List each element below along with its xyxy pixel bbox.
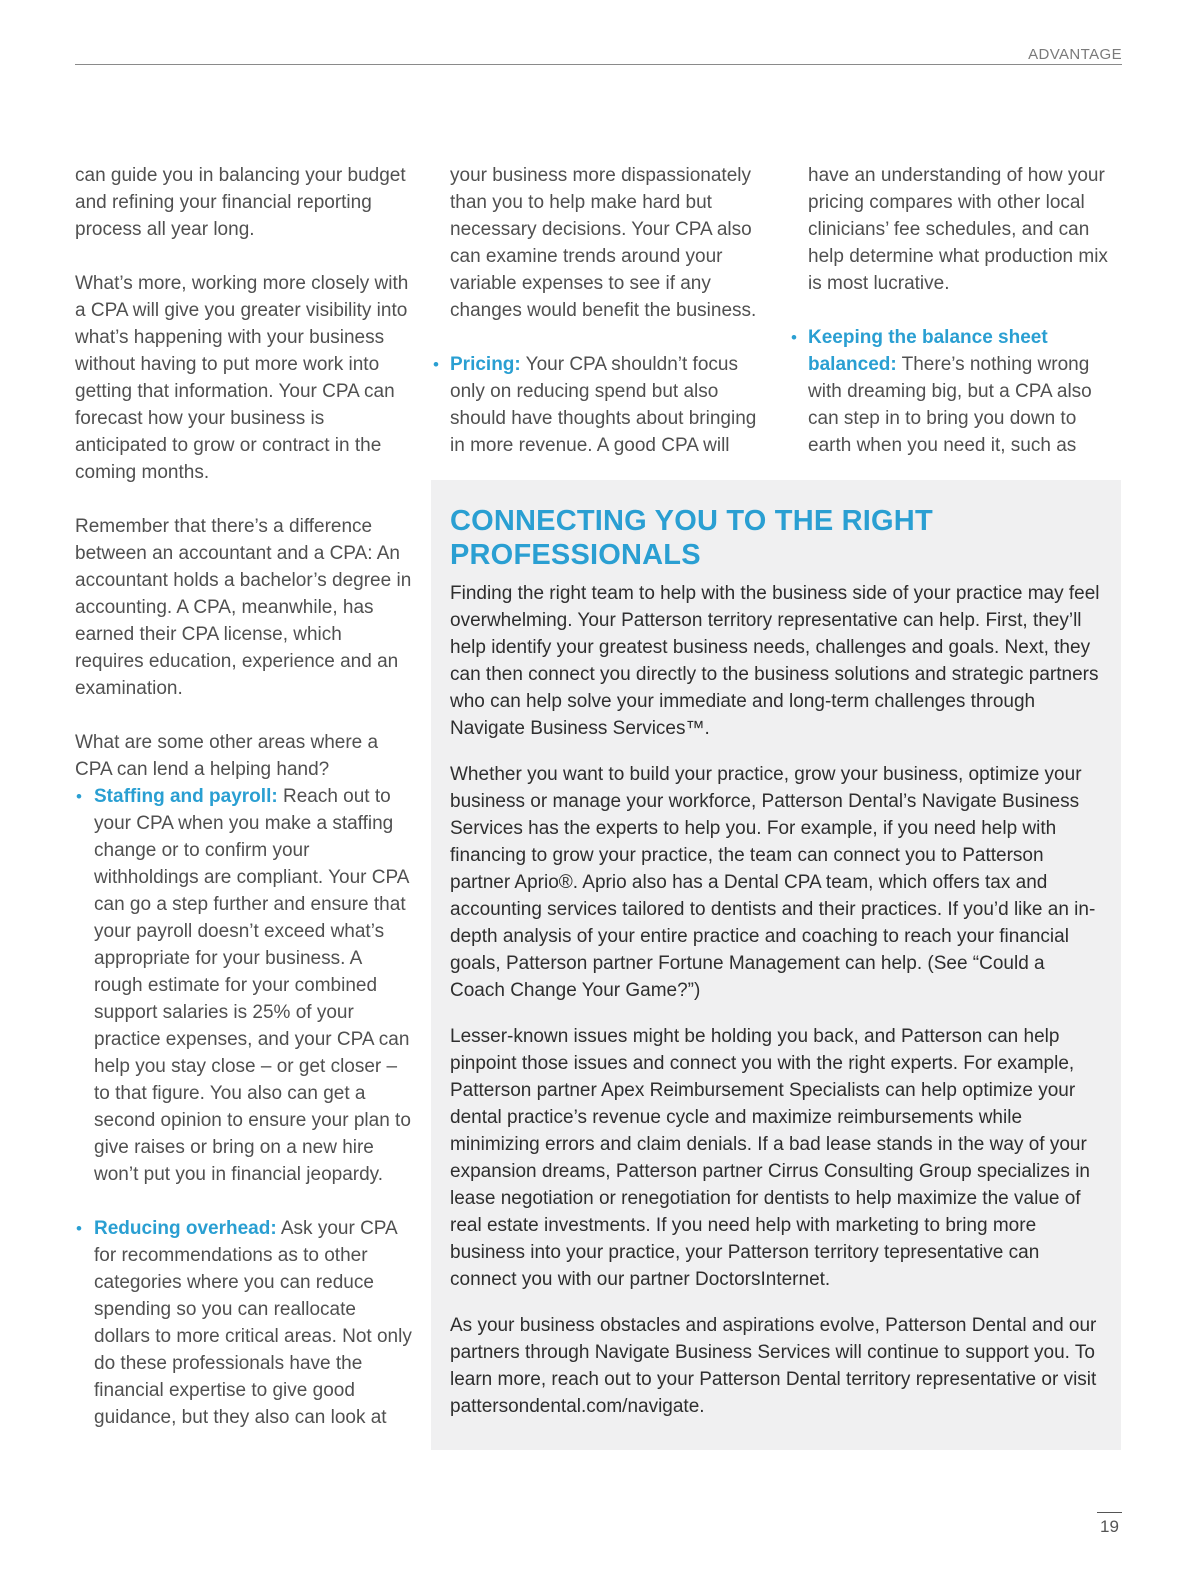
paragraph: Remember that there’s a difference between an accountant and a CPA: An accountant holds a bachelor’s degree in accounting. A CPA, meanwhile, has earned their CPA license, which requires education, experience and an examination. — [75, 516, 412, 699]
paragraph: What’s more, working more closely with a CPA will give you greater visibility into what’s happening with your business without having to put more work into getting that information. Your CPA can forecast how your business is anticipated to grow or contract in the coming months. — [75, 273, 409, 483]
column-2 — [432, 162, 772, 486]
bullet-reducing-overhead — [75, 1215, 415, 1431]
paragraph: have an understanding of how your pricing compares with other local clinicians’ fee schedules, and can help determine what production mix is most lucrative. — [808, 165, 1108, 294]
page-number-rule — [1097, 1512, 1122, 1513]
header-divider — [75, 64, 1122, 65]
sidebar-paragraph: As your business obstacles and aspirations evolve, Patterson Dental and our partners through Navigate Business Services will continue to support you. To learn more, reach out to your Patterson Dental territory representative or visit pattersondental.com/navigate. — [450, 1315, 1097, 1417]
sidebar-box — [431, 480, 1121, 1450]
page-number: 19 — [1100, 1517, 1119, 1536]
bullet-staffing-payroll — [75, 783, 415, 1188]
bullet-text: Reach out to your CPA when you make a staffing change or to confirm your withholdings are compliant. Your CPA can go a step further and ensure that your payroll doesn’t exceed what’s appropriate for your business. A rough estimate for your combined support salaries is 25% of your practice expenses, and your CPA can help you stay close – or get closer – to that figure. You also can get a second opinion to ensure your plan to give raises or bring on a new hire won’t put you in financial jeopardy. — [94, 786, 411, 1185]
bullet-lead: Keeping the balance sheet balanced: — [808, 327, 1048, 375]
sidebar-paragraph: Whether you want to build your practice, grow your business, optimize your business or manage your workforce, Patterson Dental’s Navigate Business Services has the experts to help you. For example, if you need help with financing to grow your practice, the team can connect you to Patterson partner Aprio®. Aprio also has a Dental CPA team, which offers tax and accounting services tailored to dentists and their practices. If you’d like an in-depth analysis of your entire practice and coaching to reach your financial goals, Patterson partner Fortune Management can help. (See “Could a Coach Change Your Game?”) — [450, 764, 1096, 1001]
section-label: ADVANTAGE — [1028, 46, 1122, 63]
bullet-dot-icon: • — [433, 355, 439, 374]
bullet-text: There’s nothing wrong with dreaming big, but a CPA also can step in to bring you down to earth when you need it, such as — [808, 354, 1092, 456]
column-3 — [790, 162, 1110, 486]
paragraph: can guide you in balancing your budget and refining your financial reporting process all year long. — [75, 165, 406, 240]
bullet-balance-sheet — [790, 324, 1110, 459]
sidebar-paragraph: Finding the right team to help with the business side of your practice may feel overwhelming. Your Patterson territory representative can help. First, they’ll help identify your greatest business needs, challenges and goals. Next, they can then connect you directly to the business solutions and strategic partners who can help solve your immediate and long-term challenges through Navigate Business Services™. — [450, 583, 1100, 739]
paragraph: your business more dispassionately than you to help make hard but necessary decisions. Your CPA also can examine trends around your variable expenses to see if any changes would benefit the business. — [450, 165, 757, 321]
paragraph: What are some other areas where a CPA can lend a helping hand? — [75, 732, 379, 780]
sidebar-paragraph: Lesser-known issues might be holding you back, and Patterson can help pinpoint those issues and connect you with the right experts. For example, Patterson partner Apex Reimbursement Specialists can help optimize your dental practice’s revenue cycle and maximize reimbursements while minimizing errors and claim denials. If a bad lease stands in the way of your expansion dreams, Patterson partner Cirrus Consulting Group specializes in lease negotiation or renegotiation for dentists to help maximize the value of real estate investments. If you need help with marketing to bring more business into your practice, your Patterson territory tepresentative can connect you with our partner DoctorsInternet. — [450, 1026, 1090, 1290]
column-1 — [75, 162, 415, 1458]
bullet-dot-icon: • — [791, 328, 797, 347]
bullet-lead: Reducing overhead: — [94, 1218, 277, 1239]
bullet-text: Ask your CPA for recommendations as to other categories where you can reduce spending so you can reallocate dollars to more critical areas. Not only do these professionals have the financial expertise to give good guidance, but they also can look at — [94, 1218, 412, 1428]
bullet-text: Your CPA shouldn’t focus only on reducing spend but also should have thoughts about bringing in more revenue. A good CPA will — [450, 354, 757, 456]
bullet-dot-icon: • — [76, 1219, 82, 1238]
sidebar-title: CONNECTING YOU TO THE RIGHT PROFESSIONALS — [450, 505, 933, 571]
bullet-lead: Pricing: — [450, 354, 521, 375]
bullet-dot-icon: • — [76, 787, 82, 806]
bullet-pricing — [432, 351, 772, 459]
bullet-lead: Staffing and payroll: — [94, 786, 278, 807]
sidebar-content — [450, 504, 1100, 1439]
